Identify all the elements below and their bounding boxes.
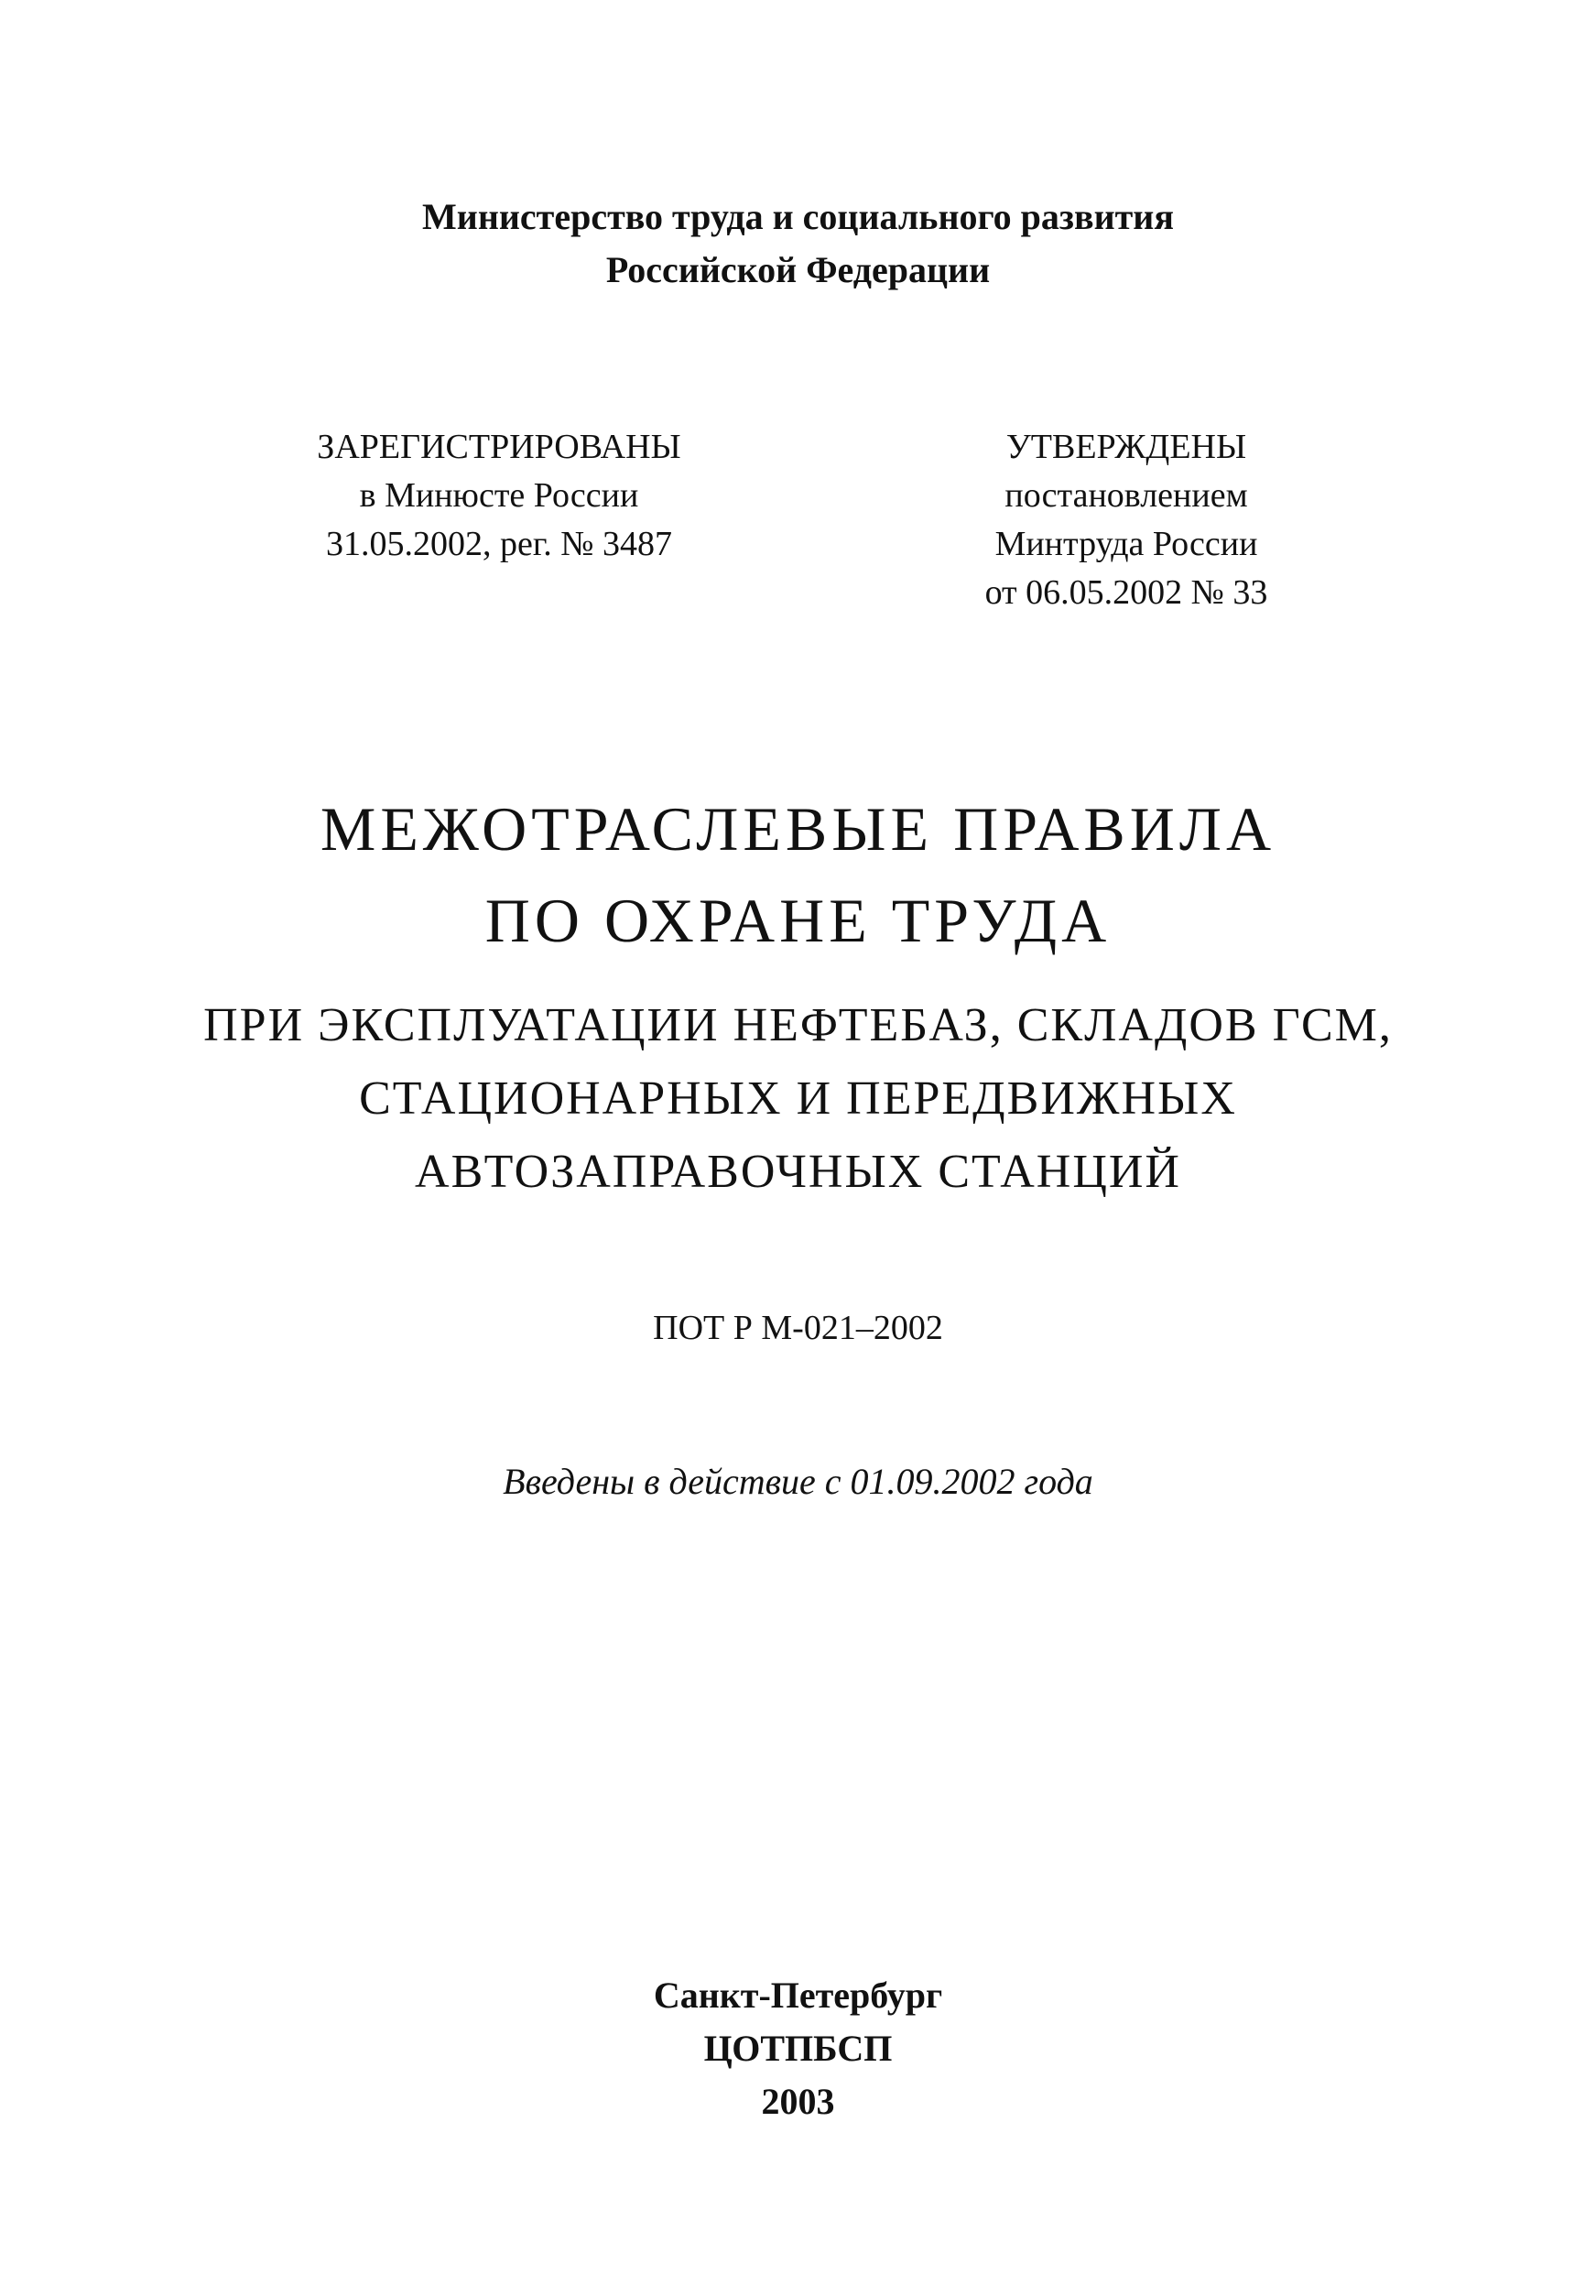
effective-date: Введены в действие с 01.09.2002 года bbox=[503, 1461, 1093, 1502]
imprint bbox=[0, 1969, 1596, 2128]
subtitle-line-1: ПРИ ЭКСПЛУАТАЦИИ НЕФТЕБАЗ, СКЛАДОВ ГСМ, bbox=[203, 999, 1393, 1051]
imprint-year: 2003 bbox=[761, 2081, 835, 2122]
title-line-2: ПО ОХРАНЕ ТРУДА bbox=[484, 886, 1112, 955]
subtitle-line-2: СТАЦИОНАРНЫХ И ПЕРЕДВИЖНЫХ bbox=[359, 1072, 1237, 1125]
registered-heading: ЗАРЕГИСТРИРОВАНЫ bbox=[317, 428, 681, 466]
registered-line-2: 31.05.2002, рег. № 3487 bbox=[326, 525, 672, 563]
ministry-header bbox=[0, 190, 1596, 297]
ministry-line-1: Министерство труда и социального развития bbox=[422, 196, 1174, 237]
approved-line-3: от 06.05.2002 № 33 bbox=[984, 573, 1268, 612]
registration-block bbox=[215, 423, 783, 569]
approved-line-1: постановлением bbox=[1004, 476, 1248, 515]
document-subtitle bbox=[0, 989, 1596, 1209]
subtitle-line-3: АВТОЗАПРАВОЧНЫХ СТАНЦИЙ bbox=[415, 1146, 1181, 1198]
title-line-1: МЕЖОТРАСЛЕВЫЕ ПРАВИЛА bbox=[320, 794, 1276, 864]
approved-heading: УТВЕРЖДЕНЫ bbox=[1005, 428, 1247, 466]
approval-block bbox=[842, 423, 1410, 617]
approved-line-2: Минтруда России bbox=[994, 525, 1258, 563]
ministry-line-2: Российской Федерации bbox=[605, 249, 991, 290]
imprint-city: Санкт-Петербург bbox=[653, 1975, 943, 2016]
imprint-publisher: ЦОТПБСП bbox=[703, 2028, 893, 2069]
document-code: ПОТ Р М-021–2002 bbox=[653, 1309, 943, 1347]
document-title bbox=[0, 783, 1596, 966]
registered-line-1: в Минюсте России bbox=[359, 476, 639, 515]
